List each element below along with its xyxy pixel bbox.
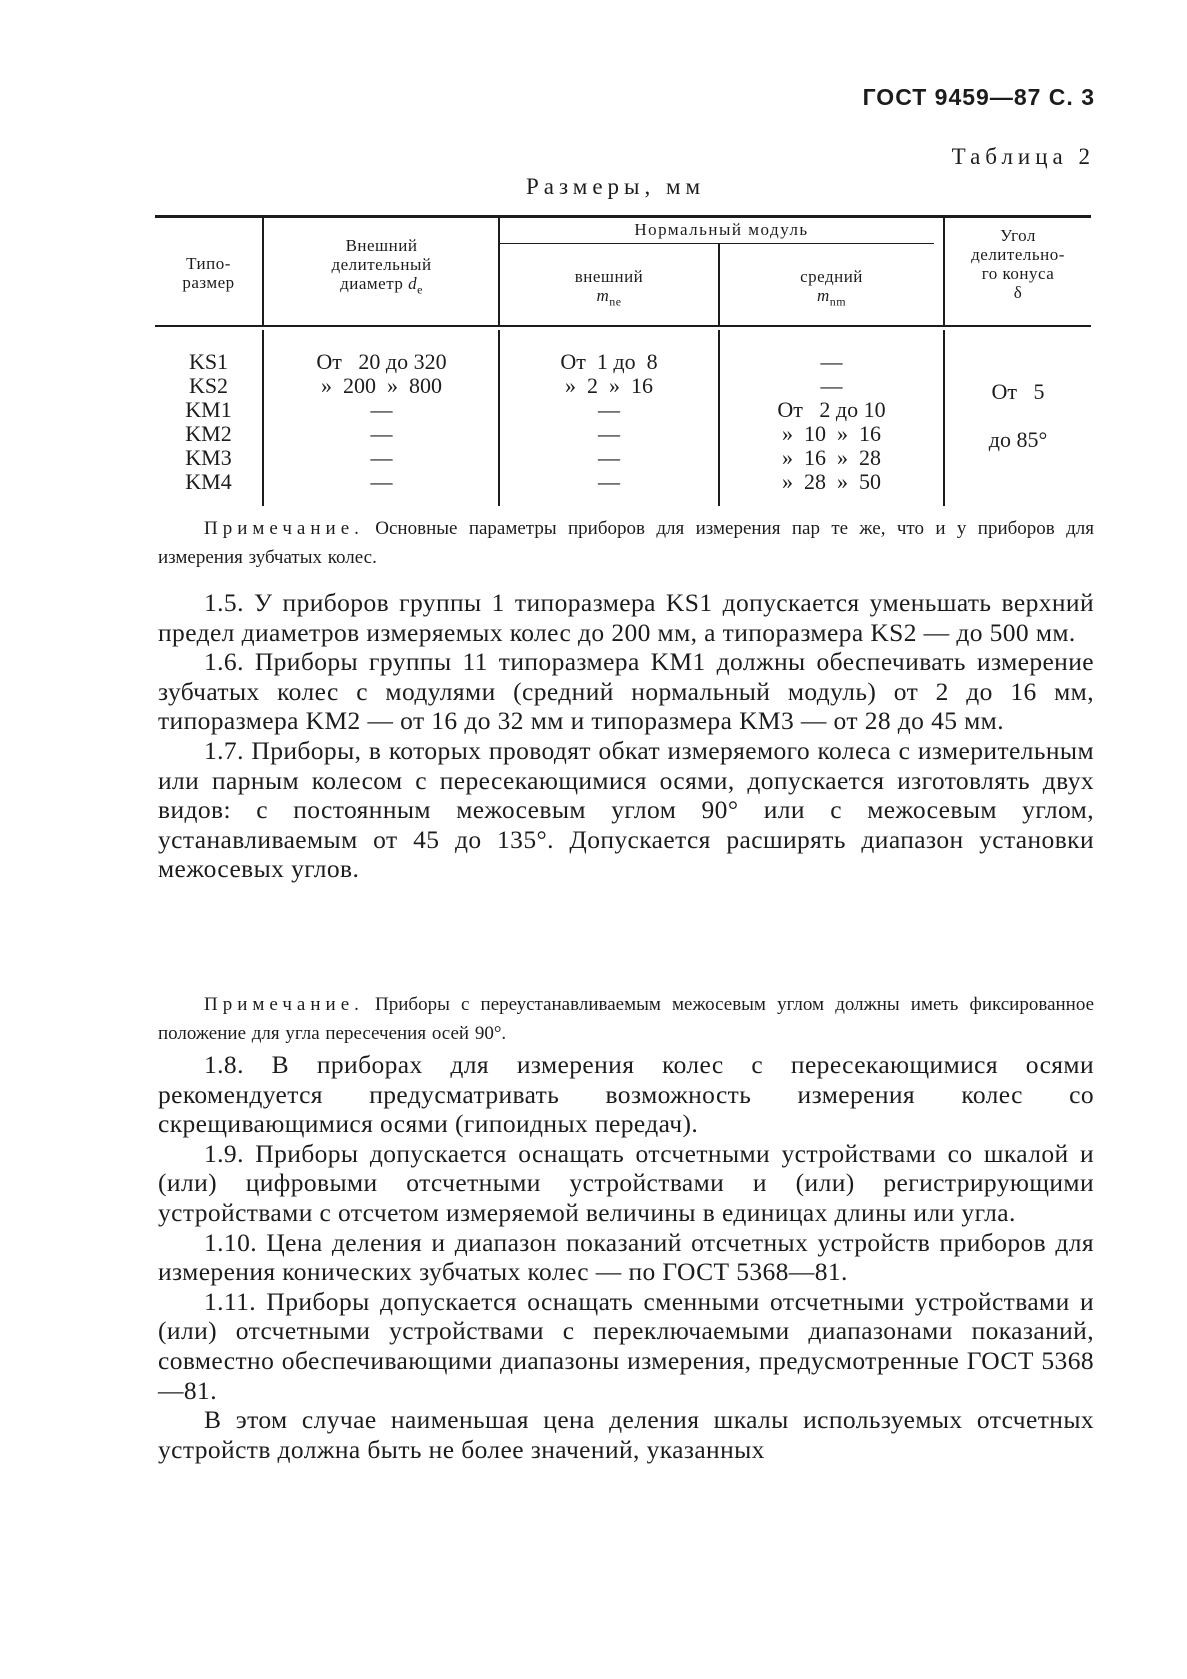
paragraph: 1.11. Приборы допускается оснащать сменными отсчетными устройствами и (или) отсчетными устройствами с переключаемыми диапазонами показаний, совместно обеспечивающими диапазоны измерения, предусмотренные ГОСТ 5368—81. [158,1286,1095,1405]
cell-diameter: » 200 » 800 [321,373,442,398]
note-text: Основные параметры приборов для измерения пар те же, что и у приборов для измерения зубчатых колес. [158,518,1095,568]
cell-diameter: От 20 до 320 [316,349,447,374]
cell-type: KM2 [185,421,232,446]
cell-mean-module: » 10 » 16 [782,421,881,446]
cell-outer-module: — [598,469,620,494]
dimensions-table [155,210,1091,506]
cell-mean-module: » 16 » 28 [782,445,881,470]
cell-cone-angle: до 85° [988,427,1048,452]
cell-diameter: — [370,397,393,422]
page-header: ГОСТ 9459—87 С. 3 [862,84,1095,110]
paragraph: 1.5. У приборов группы 1 типоразмера KS1 допускается уменьшать верхний предел диаметров измеряемых колес до 200 мм, а типоразмера KS2 — до 500 мм. [158,588,1095,647]
paragraph: 1.10. Цена деления и диапазон показаний отсчетных устройств приборов для измерения конических зубчатых колес — по ГОСТ 5368—81. [158,1227,1094,1287]
note-label: Примечание. [204,994,364,1015]
paragraph: 1.6. Приборы группы 11 типоразмера KM1 должны обеспечивать измерение зубчатых колес с модулями (средний нормальный модуль) от 2 до 16 мм, типоразмера KM2 — от 16 до 32 мм и типоразмера KM3 — от 28 до 45 мм. [158,647,1094,736]
section-note [158,990,1094,1048]
cell-type: KM4 [185,469,232,494]
column-type [155,350,262,494]
col-divider-1b [262,330,264,506]
cell-mean-module: От 2 до 10 [777,397,886,422]
column-diameter [265,350,498,494]
cell-diameter: — [370,469,393,494]
header-mean-module: средний $m_{nm}$ [800,267,863,309]
cell-outer-module: От 1 до 8 [560,349,658,374]
cell-outer-module: — [598,445,620,470]
section-paragraphs-2 [158,1050,1094,1464]
cell-mean-module: » 28 » 50 [782,469,881,494]
cell-diameter: — [370,421,393,446]
cell-type: KS1 [188,349,229,374]
column-cone-angle [945,368,1091,464]
paragraph: 1.9. Приборы допускается оснащать отсчетными устройствами со шкалой и (или) цифровыми отсчетными устройствами и (или) регистрирующими устройствами с отсчетом измеряемой величины в единицах длины или угла. [158,1138,1094,1227]
note-text: Приборы с переустанавливаемым межосевым углом должны иметь фиксированное положение для угла пересечения осей 90°. [158,994,1095,1044]
cell-type: KM3 [185,445,232,470]
cell-outer-module: — [598,397,620,422]
cell-mean-module: — [820,349,843,374]
table-label: Таблица 2 [951,144,1095,169]
col-divider-1 [262,215,264,327]
section-paragraphs-1 [158,588,1094,884]
cell-cone-angle: От 5 [991,379,1045,404]
column-mean-module [720,350,943,494]
paragraph: В этом случае наименьшая цена деления шкалы используемых отсчетных устройств должна быть не более значений, указанных [158,1405,1094,1464]
cell-mean-module: — [820,373,843,398]
header-cone-angle: Угол делительно- го конуса δ [971,226,1065,302]
header-outer-diameter: Внешний делительный диаметр $d_e$ [331,236,432,297]
paragraph: 1.7. Приборы, в которых проводят обкат измеряемого колеса с измерительным или парным колесом с пересекающимися осями, допускается изготовлять двух видов: с постоянным межосевым углом 90° или с межосевым углом, устанавливаемым от 45 до 135°. Допускается расширять диапазон установки межосевых углов. [158,735,1094,884]
header-type-size: Типо- размер [182,254,235,292]
table-caption: Размеры, мм [526,174,706,199]
note-label: Примечание. [204,518,364,539]
header-bottom-rule [155,325,1091,327]
table-top-rule [155,215,1091,218]
cell-outer-module: — [598,421,620,446]
paragraph: 1.8. В приборах для измерения колес с пересекающимися осями рекомендуется предусматривать возможность измерения колес со скрещивающимися осями (гипоидных передач). [158,1050,1094,1139]
cell-diameter: — [370,445,393,470]
header-normal-module: Нормальный модуль [634,220,809,239]
module-header-rule [500,243,934,244]
cell-type: KS2 [188,373,229,398]
cell-outer-module: » 2 » 16 [565,373,653,398]
header-outer-module: внешний $m_{ne}$ [574,267,644,309]
cell-type: KM1 [185,397,232,422]
table-note [158,514,1094,572]
column-outer-module [500,350,718,494]
